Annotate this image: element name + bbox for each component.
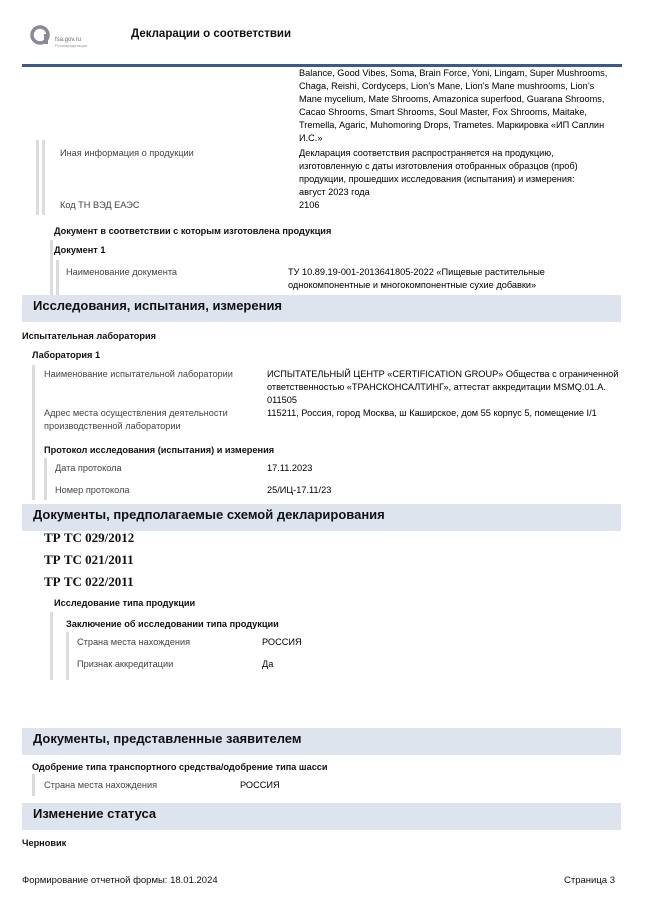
doc-name-label: Наименование документа	[66, 267, 178, 277]
tnved-label: Код ТН ВЭД ЕАЭС	[60, 200, 140, 210]
lab-name-value: ИСПЫТАТЕЛЬНЫЙ ЦЕНТР «CERTIFICATION GROUP» Общества с ограниченной ответственностью «ТРАНСКОНСАЛТИНГ», аттестат аккредитации MSMQ.01.A. 011505	[267, 369, 619, 405]
indent-bar	[44, 458, 47, 500]
protocol-date-label: Дата протокола	[55, 463, 122, 473]
lab-address-value: 115211, Россия, город Москва, ш Каширское, дом 55 корпус 5, помещение I/1	[267, 408, 597, 418]
indent-bar	[32, 774, 35, 796]
applicant-country-value: РОССИЯ	[240, 780, 280, 790]
page-title: Декларации о соответствии	[131, 28, 292, 40]
protocol-number-value: 25/ИЦ-17.11/23	[267, 485, 332, 495]
type-study-heading: Исследование типа продукции	[54, 598, 196, 608]
section-applicant-documents: Документы, представленные заявителем	[22, 728, 621, 755]
protocol-date-value: 17.11.2023	[267, 463, 313, 473]
trade-names: Balance, Good Vibes, Soma, Brain Force, Yoni, Lingam, Super Mushrooms, Chaga, Reishi, Cordyceps, Lion’s Mane, Lion’s Mane mushrooms, Lion’s Mane mycelium, Mate Shrooms, Amazonica superfood, Guarana Shrooms, Cacao Shrooms, Smart Shrooms, Soul Master, Fox Shrooms, Maitake, Tremella, Agaric, Muhomoring Drops, Trametes. Маркировка «ИП Саплин И.С.»	[299, 68, 608, 143]
applicant-country-label: Страна места нахождения	[44, 780, 158, 790]
lab-1-heading: Лаборатория 1	[32, 350, 101, 360]
protocol-heading: Протокол исследования (испытания) и измерения	[44, 445, 275, 455]
section-status-change: Изменение статуса	[22, 803, 621, 830]
section-research: Исследования, испытания, измерения	[22, 295, 621, 322]
fsa-logo-icon	[30, 25, 50, 45]
indent-bar	[32, 365, 35, 500]
section-scheme-documents: Документы, предполагаемые схемой декларирования	[22, 504, 621, 531]
indent-bar	[66, 632, 69, 680]
doc-name-value: ТУ 10.89.19-001-2013641805-2022 «Пищевые растительные однокомпонентные и многокомпонентные сухие добавки»	[288, 267, 545, 290]
accreditation-label: Признак аккредитации	[77, 659, 174, 669]
lab-heading: Испытательная лаборатория	[22, 331, 156, 341]
accreditation-value: Да	[262, 659, 274, 669]
indent-bar	[42, 140, 45, 215]
page-number: Страница 3	[564, 875, 615, 886]
document-1-heading: Документ 1	[54, 245, 106, 255]
regulation-item: ТР ТС 021/2011	[44, 552, 134, 567]
indent-bar	[50, 612, 53, 680]
protocol-number-label: Номер протокола	[55, 485, 130, 495]
logo-text: fsa.gov.ru Росаккредитация	[55, 37, 88, 48]
regulation-item: ТР ТС 029/2012	[44, 530, 135, 545]
indent-bar	[36, 140, 39, 215]
approval-heading: Одобрение типа транспортного средства/одобрение типа шасси	[32, 762, 328, 772]
conclusion-heading: Заключение об исследовании типа продукции	[66, 619, 279, 629]
regulation-item: ТР ТС 022/2011	[44, 574, 134, 589]
other-info-value: Декларация соответствия распространяется на продукцию, изготовленную с даты изготовления отобранных образцов (проб) продукции, прошедших исследования (испытания) и измерения: август 2023 года	[299, 148, 578, 197]
lab-name-label: Наименование испытательной лаборатории	[44, 369, 233, 379]
lab-address-label: Адрес места осуществления деятельности производственной лаборатории	[44, 408, 228, 431]
country-label: Страна места нахождения	[77, 637, 191, 647]
report-generated-date: Формирование отчетной формы: 18.01.2024	[22, 875, 218, 886]
indent-bar	[56, 260, 59, 295]
manufacturing-doc-heading: Документ в соответствии с которым изготовлена продукция	[54, 226, 332, 236]
country-value: РОССИЯ	[262, 637, 302, 647]
status-value: Черновик	[22, 838, 67, 848]
indent-bar	[50, 240, 53, 295]
other-info-label: Иная информация о продукции	[60, 148, 194, 158]
tnved-value: 2106	[299, 200, 320, 210]
